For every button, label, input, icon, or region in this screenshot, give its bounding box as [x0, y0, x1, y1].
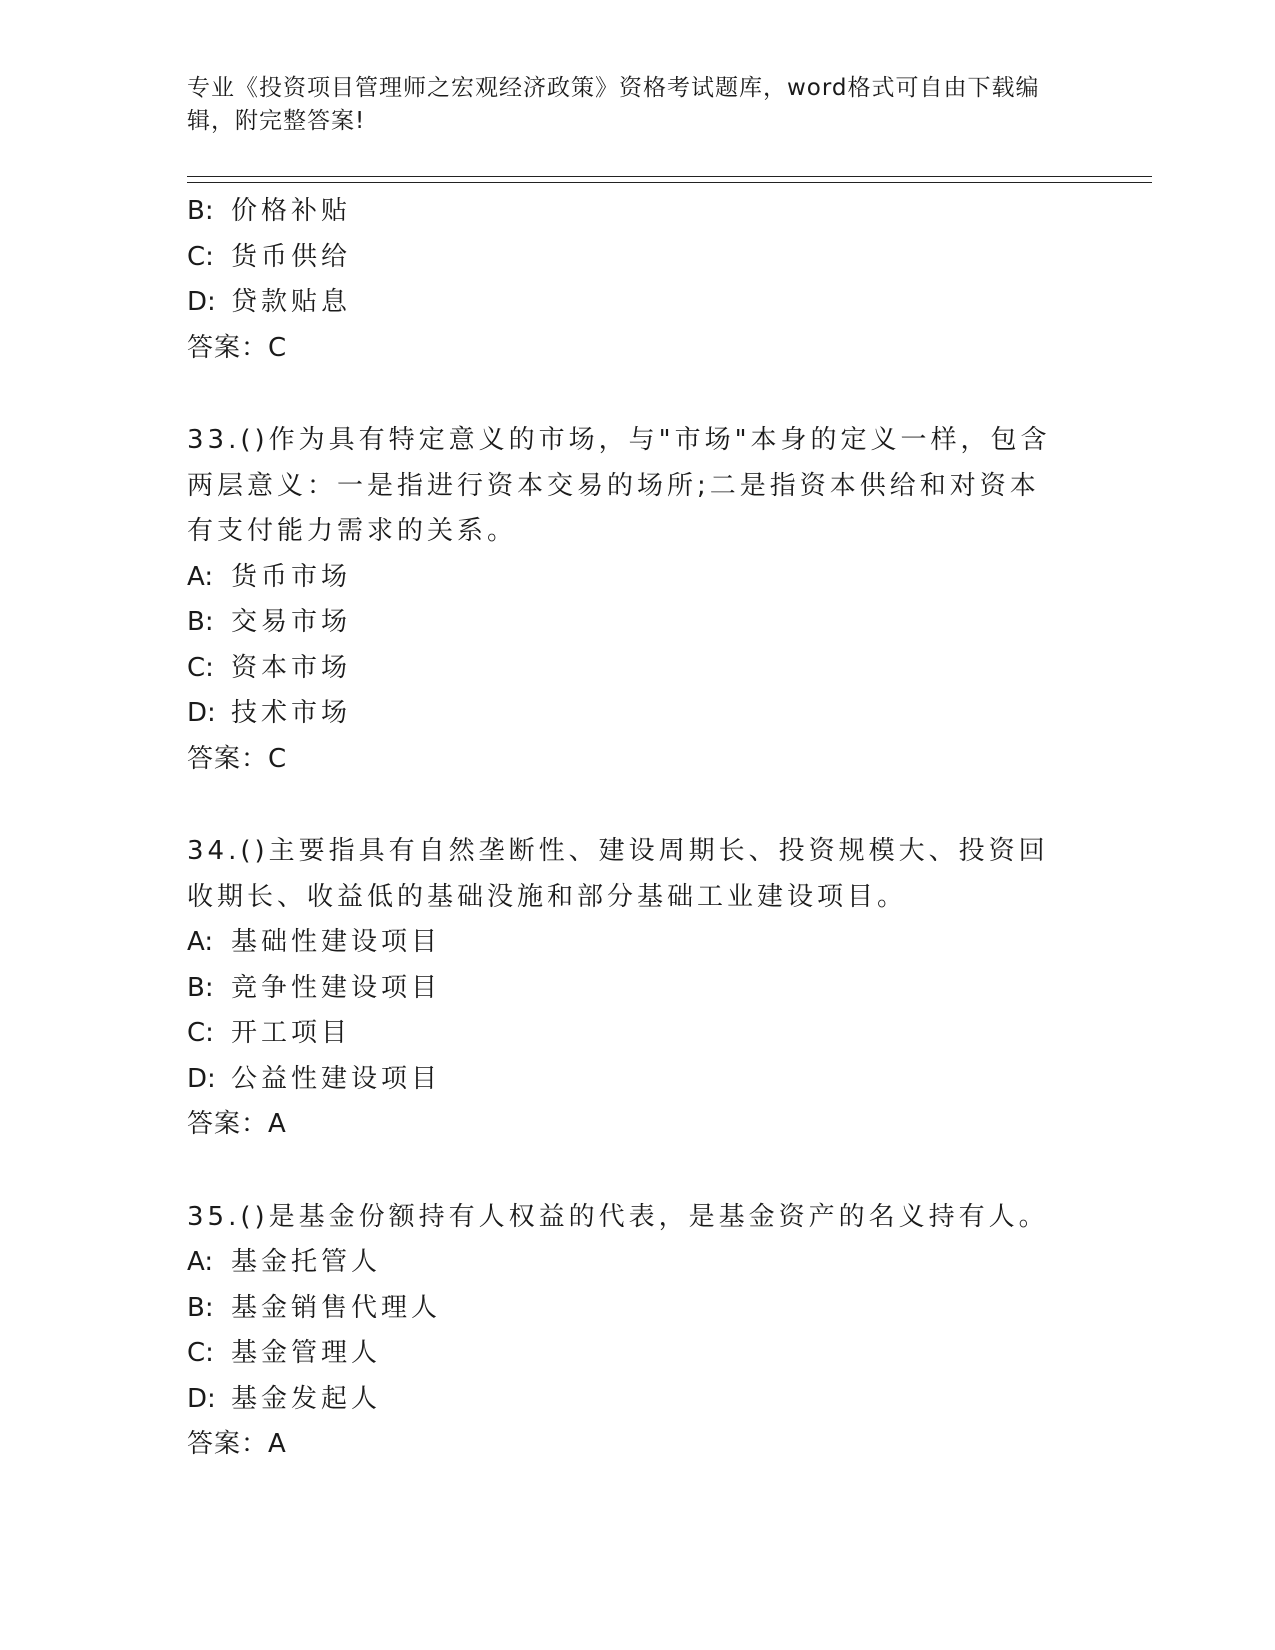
- option-b: [187, 189, 1087, 235]
- option-key: A:: [187, 1247, 214, 1277]
- header-rule-bottom: [187, 182, 1152, 183]
- option-text: 基金管理人: [231, 1338, 382, 1368]
- option-key: B:: [187, 196, 214, 226]
- question-33: [187, 418, 1087, 782]
- option-d: [187, 1057, 1087, 1103]
- option-a: [187, 920, 1087, 966]
- document-header: 专业《投资项目管理师之宏观经济政策》资格考试题库，word格式可自由下载编辑，附完整答案!: [187, 75, 1040, 134]
- question-35: [187, 1195, 1087, 1468]
- option-text: 开工项目: [231, 1018, 352, 1048]
- option-key: C:: [187, 652, 214, 683]
- option-text: 交易市场: [231, 607, 352, 637]
- option-a: [187, 555, 1087, 601]
- option-text: 资本市场: [231, 652, 352, 683]
- answer-line: 答案：C: [187, 743, 288, 774]
- option-d: [187, 280, 1087, 326]
- option-text: 公益性建设项目: [231, 1063, 442, 1094]
- prev-question-options: [187, 189, 1087, 371]
- option-c: [187, 1011, 1087, 1057]
- question-list: [187, 189, 1087, 1468]
- question-stem: 33.()作为具有特定意义的市场，与"市场"本身的定义一样，包含两层意义：一是指进行资本交易的场所;二是指资本供给和对资本有支付能力需求的关系。: [187, 425, 1051, 546]
- option-key: D:: [187, 1063, 216, 1094]
- option-text: 竞争性建设项目: [231, 972, 442, 1003]
- option-c: [187, 1331, 1087, 1377]
- option-text: 技术市场: [231, 698, 352, 728]
- option-key: B:: [187, 607, 214, 637]
- option-text: 基金销售代理人: [231, 1292, 442, 1323]
- option-key: D:: [187, 698, 216, 728]
- option-key: D:: [187, 287, 216, 317]
- option-d: [187, 691, 1087, 737]
- option-text: 基础性建设项目: [231, 927, 442, 957]
- option-c: [187, 235, 1087, 281]
- option-b: [187, 966, 1087, 1012]
- spacer: [187, 1148, 1087, 1195]
- option-key: B:: [187, 1292, 214, 1323]
- option-b: [187, 600, 1087, 646]
- option-key: C:: [187, 1018, 214, 1048]
- question-stem: 34.()主要指具有自然垄断性、建设周期长、投资规模大、投资回收期长、收益低的基础没施和部分基础工业建设项目。: [187, 836, 1049, 912]
- option-key: A:: [187, 927, 214, 957]
- answer-line: 答案：A: [187, 1429, 287, 1459]
- option-a: [187, 1240, 1087, 1286]
- option-text: 基金发起人: [231, 1383, 382, 1414]
- option-key: A:: [187, 561, 214, 592]
- option-text: 货币供给: [231, 241, 352, 272]
- spacer: [187, 782, 1087, 829]
- option-text: 贷款贴息: [231, 287, 352, 317]
- option-key: C:: [187, 1338, 214, 1368]
- option-text: 价格补贴: [231, 196, 352, 226]
- answer-line: 答案：C: [187, 332, 288, 363]
- spacer: [187, 371, 1087, 418]
- option-text: 基金托管人: [231, 1247, 382, 1277]
- question-34: [187, 829, 1087, 1148]
- question-stem: 35.()是基金份额持有人权益的代表，是基金资产的名义持有人。: [187, 1201, 1049, 1232]
- option-text: 货币市场: [231, 561, 352, 592]
- header-rule-top: [187, 176, 1152, 177]
- option-key: D:: [187, 1383, 216, 1414]
- option-c: [187, 646, 1087, 692]
- answer-line: 答案：A: [187, 1109, 287, 1139]
- option-d: [187, 1377, 1087, 1423]
- option-key: B:: [187, 972, 214, 1003]
- option-b: [187, 1286, 1087, 1332]
- option-key: C:: [187, 241, 214, 272]
